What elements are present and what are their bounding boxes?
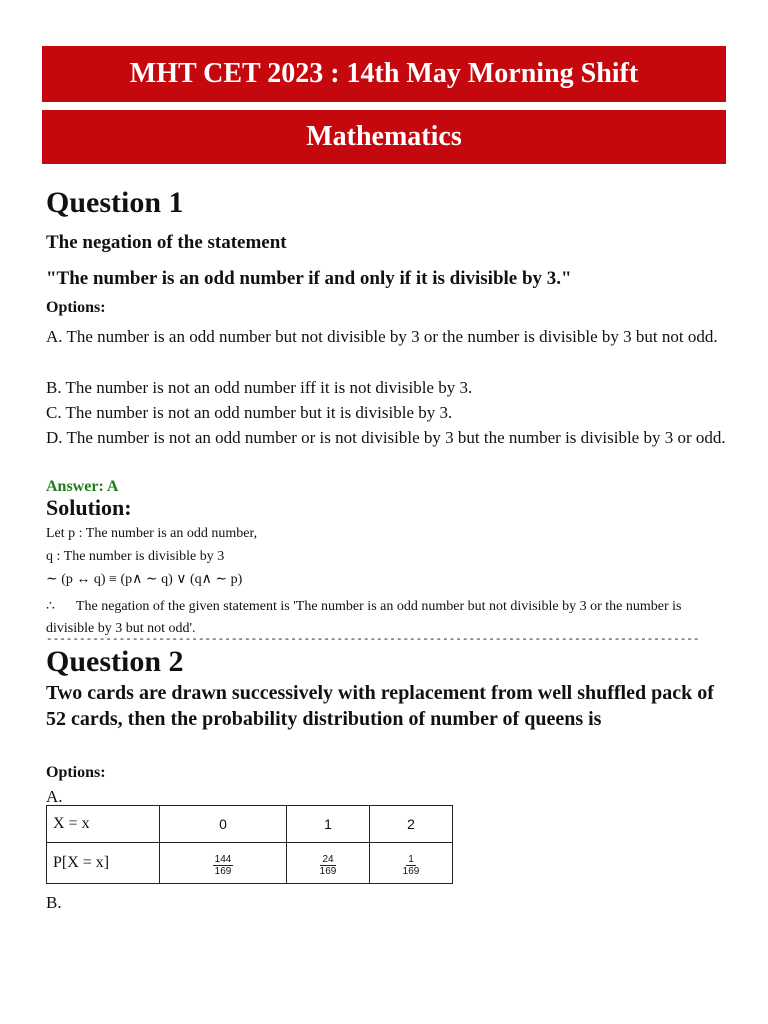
fraction: $\frac{1}{169}$ bbox=[402, 854, 420, 877]
question-1-stem-line2: "The number is an odd number if and only if it is divisible by 3." bbox=[46, 268, 572, 289]
table-cell bbox=[287, 843, 370, 884]
table-cell: 0 bbox=[160, 806, 287, 843]
solution-line-2: q : The number is divisible by 3 bbox=[46, 549, 225, 564]
question-1-answer: Answer: A bbox=[46, 478, 119, 495]
question-1-solution-label: Solution: bbox=[46, 495, 132, 520]
question-1-option-d: D. The number is not an odd number or is not divisible by 3 but the number is divisible by 3 or odd. bbox=[46, 428, 726, 447]
table-cell: 1 bbox=[287, 806, 370, 843]
subject-title: Mathematics bbox=[306, 121, 462, 152]
table-row bbox=[47, 806, 453, 843]
table-header-p: P[X = x] bbox=[47, 843, 160, 884]
fraction: $\frac{144}{169}$ bbox=[214, 854, 232, 877]
table-cell: 2 bbox=[370, 806, 453, 843]
table-cell bbox=[370, 843, 453, 884]
fraction: $\frac{24}{169}$ bbox=[319, 854, 337, 877]
question-1-option-b: B. The number is not an odd number iff it is not divisible by 3. bbox=[46, 378, 473, 397]
exam-title-banner bbox=[42, 46, 726, 102]
question-1-stem-line1: The negation of the statement bbox=[46, 232, 287, 253]
question-1-title: Question 1 bbox=[46, 186, 184, 219]
table-header-x: X = x bbox=[47, 806, 160, 843]
question-2-option-b-label: B. bbox=[46, 893, 62, 912]
probability-distribution-table bbox=[46, 805, 453, 884]
therefore-symbol: ∴ bbox=[46, 599, 55, 614]
question-2-options-label: Options: bbox=[46, 764, 106, 781]
solution-line-3: ∼ (p ↔ q) ≡ (p∧ ∼ q) ∨ (q∧ ∼ p) bbox=[46, 572, 243, 587]
question-2-option-a-label: A. bbox=[46, 787, 63, 806]
question-1-option-c: C. The number is not an odd number but it is divisible by 3. bbox=[46, 403, 453, 422]
conclusion-text: The negation of the given statement is 'The number is an odd number but not divisible by 3 or the number is divisible by 3 but not odd'. bbox=[46, 599, 682, 636]
question-2-title: Question 2 bbox=[46, 645, 184, 678]
subject-banner bbox=[42, 110, 726, 164]
question-2-stem: Two cards are drawn successively with replacement from well shuffled pack of 52 cards, then the probability distribution of number of queens is bbox=[46, 682, 714, 730]
table-row bbox=[47, 843, 453, 884]
question-1-option-a: A. The number is an odd number but not divisible by 3 or the number is divisible by 3 but not odd. bbox=[46, 327, 718, 346]
exam-title: MHT CET 2023 : 14th May Morning Shift bbox=[129, 58, 639, 89]
question-separator: --------------------------------------------------------------------------------------------------- bbox=[46, 634, 700, 646]
table-cell bbox=[160, 843, 287, 884]
question-1-options-label: Options: bbox=[46, 299, 106, 316]
solution-line-1: Let p : The number is an odd number, bbox=[46, 526, 258, 541]
